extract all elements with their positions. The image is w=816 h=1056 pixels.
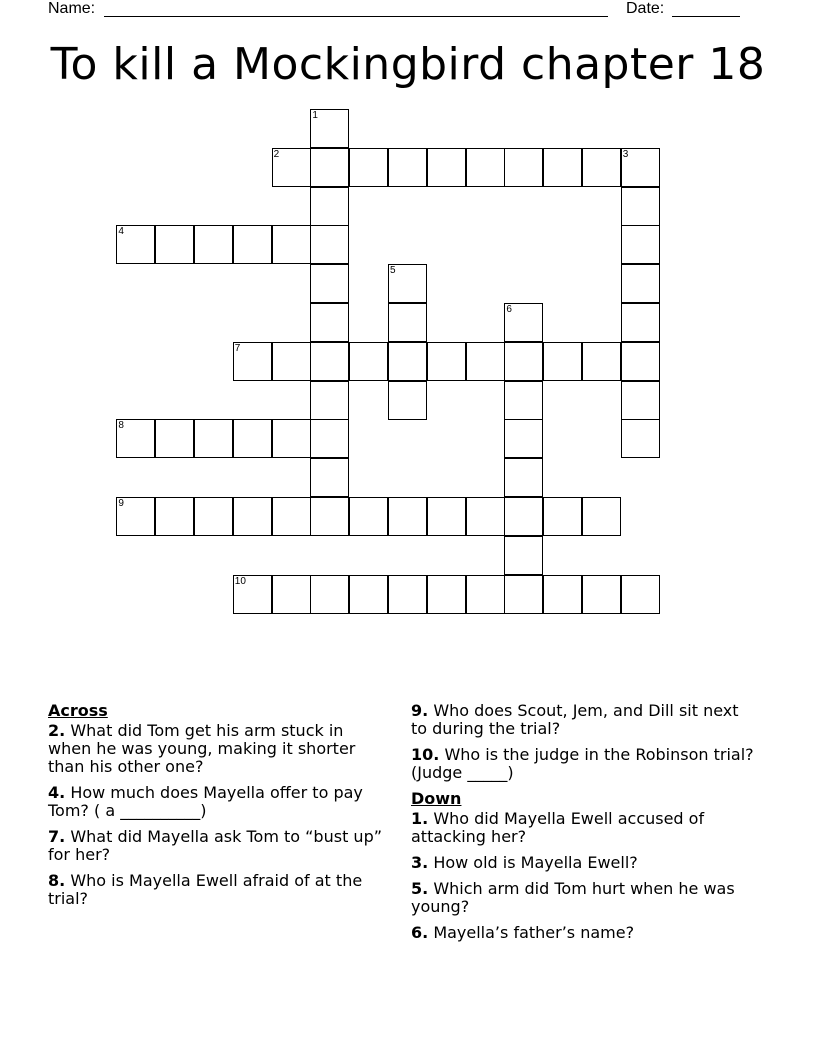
- clue-number-label: 7: [234, 342, 241, 354]
- clue-number-label: 10: [234, 575, 246, 587]
- grid-cell[interactable]: [310, 225, 349, 264]
- grid-cell[interactable]: [582, 148, 621, 187]
- grid-cell[interactable]: [233, 575, 272, 614]
- clue-text: Which arm did Tom hurt when he was young?: [411, 879, 735, 916]
- clue-number: 8.: [48, 871, 66, 890]
- grid-cell[interactable]: [233, 342, 272, 381]
- clue-number-label: 2: [273, 148, 280, 160]
- grid-cell[interactable]: [621, 225, 660, 264]
- grid-cell[interactable]: [388, 381, 427, 420]
- grid-cell[interactable]: [427, 497, 466, 536]
- grid-cell[interactable]: [621, 303, 660, 342]
- clue-text: Who did Mayella Ewell accused of attacking her?: [411, 809, 705, 846]
- clue-number-label: 5: [390, 265, 396, 277]
- clue-text: How much does Mayella offer to pay Tom? ( a __________): [48, 783, 363, 820]
- grid-cell[interactable]: [116, 497, 155, 536]
- grid-cell[interactable]: [388, 575, 427, 614]
- clue-number: 4.: [48, 783, 66, 802]
- grid-cell[interactable]: [155, 419, 194, 458]
- clues-right-column: [411, 702, 756, 950]
- grid-cell[interactable]: [427, 575, 466, 614]
- down-heading: Down: [411, 789, 462, 808]
- grid-cell[interactable]: [155, 497, 194, 536]
- grid-cell[interactable]: [388, 148, 427, 187]
- grid-cell[interactable]: [621, 381, 660, 420]
- clue-number-label: 9: [118, 498, 124, 509]
- grid-cell[interactable]: [349, 148, 388, 187]
- grid-cell[interactable]: [272, 225, 311, 264]
- date-label: Date:: [626, 0, 665, 17]
- grid-cell[interactable]: [272, 148, 311, 187]
- grid-cell[interactable]: [155, 225, 194, 264]
- grid-cell[interactable]: [349, 575, 388, 614]
- grid-cell[interactable]: [310, 458, 349, 497]
- clue-text: What did Tom get his arm stuck in when he was young, making it shorter than his other one?: [48, 721, 356, 776]
- clue-number: 2.: [48, 721, 66, 740]
- grid-cell[interactable]: [466, 575, 505, 614]
- clue-number: 10.: [411, 745, 440, 764]
- grid-cell[interactable]: [427, 342, 466, 381]
- grid-cell[interactable]: [310, 148, 349, 187]
- name-label: Name:: [48, 0, 96, 17]
- clue-number: 9.: [411, 701, 429, 720]
- grid-cell[interactable]: [116, 419, 155, 458]
- grid-cell[interactable]: [427, 148, 466, 187]
- clue-text: Who is the judge in the Robinson trial? (Judge _____): [411, 745, 754, 782]
- grid-cell[interactable]: [504, 303, 543, 342]
- grid-cell[interactable]: [388, 264, 427, 303]
- grid-cell[interactable]: [233, 419, 272, 458]
- grid-cell[interactable]: [233, 225, 272, 264]
- grid-cell[interactable]: [310, 575, 349, 614]
- grid-cell[interactable]: [194, 419, 233, 458]
- clue-text: Who does Scout, Jem, and Dill sit next to during the trial?: [411, 701, 739, 738]
- grid-cell[interactable]: [194, 225, 233, 264]
- grid-cell[interactable]: [310, 342, 349, 381]
- clue-across-7: [48, 828, 383, 864]
- grid-cell[interactable]: [272, 419, 311, 458]
- grid-cell[interactable]: [310, 419, 349, 458]
- clue-down-1: [411, 810, 756, 846]
- grid-cell[interactable]: [310, 303, 349, 342]
- clue-across-2: [48, 722, 383, 776]
- clue-number-label: 1: [312, 110, 318, 121]
- grid-cell[interactable]: [504, 342, 543, 381]
- clue-down-6: [411, 924, 756, 942]
- clue-across-8: [48, 872, 383, 908]
- grid-cell[interactable]: [621, 264, 660, 303]
- grid-cell[interactable]: [466, 148, 505, 187]
- clue-number-label: 6: [506, 304, 512, 315]
- grid-cell[interactable]: [543, 575, 582, 614]
- clue-number-label: 3: [622, 148, 629, 160]
- grid-cell[interactable]: [504, 458, 543, 497]
- clue-down-3: [411, 854, 756, 872]
- clue-across-9: [411, 702, 756, 738]
- clue-down-5: [411, 880, 756, 916]
- clue-number: 3.: [411, 853, 429, 872]
- clue-text: Who is Mayella Ewell afraid of at the trial?: [48, 871, 363, 908]
- grid-cell[interactable]: [388, 497, 427, 536]
- clue-number-label: 8: [118, 420, 124, 432]
- grid-cell[interactable]: [621, 148, 660, 187]
- grid-cell[interactable]: [310, 109, 349, 148]
- grid-cell[interactable]: [466, 342, 505, 381]
- grid-cell[interactable]: [621, 575, 660, 614]
- clue-across-10: [411, 746, 756, 782]
- grid-cell[interactable]: [621, 187, 660, 226]
- page-title: To kill a Mockingbird chapter 18: [50, 39, 766, 90]
- clue-text: What did Mayella ask Tom to “bust up” for her?: [48, 827, 383, 864]
- grid-cell[interactable]: [272, 342, 311, 381]
- grid-cell[interactable]: [233, 497, 272, 536]
- grid-cell[interactable]: [310, 187, 349, 226]
- clue-number: 7.: [48, 827, 66, 846]
- grid-cell[interactable]: [621, 419, 660, 458]
- clue-number: 1.: [411, 809, 429, 828]
- grid-cell[interactable]: [504, 497, 543, 536]
- grid-cell[interactable]: [504, 419, 543, 458]
- grid-cell[interactable]: [310, 264, 349, 303]
- clue-number-label: 4: [118, 226, 124, 238]
- grid-cell[interactable]: [349, 342, 388, 381]
- grid-cell[interactable]: [388, 303, 427, 342]
- grid-cell[interactable]: [582, 342, 621, 381]
- grid-cell[interactable]: [504, 536, 543, 575]
- clues-left-column: [48, 702, 383, 916]
- grid-cell[interactable]: [349, 497, 388, 536]
- grid-cell[interactable]: [582, 575, 621, 614]
- clue-across-4: [48, 784, 383, 820]
- grid-cell[interactable]: [272, 575, 311, 614]
- grid-cell[interactable]: [504, 148, 543, 187]
- grid-cell[interactable]: [504, 575, 543, 614]
- grid-cell[interactable]: [272, 497, 311, 536]
- grid-cell[interactable]: [388, 342, 427, 381]
- grid-cell[interactable]: [466, 497, 505, 536]
- grid-cell[interactable]: [582, 497, 621, 536]
- clue-text: How old is Mayella Ewell?: [433, 853, 638, 872]
- clue-number: 6.: [411, 923, 429, 942]
- grid-cell[interactable]: [116, 225, 155, 264]
- grid-cell[interactable]: [194, 497, 233, 536]
- grid-cell[interactable]: [543, 497, 582, 536]
- grid-cell[interactable]: [543, 148, 582, 187]
- grid-cell[interactable]: [310, 497, 349, 536]
- clue-number: 5.: [411, 879, 429, 898]
- grid-cell[interactable]: [504, 381, 543, 420]
- clue-text: Mayella’s father’s name?: [433, 923, 635, 942]
- grid-cell[interactable]: [310, 381, 349, 420]
- grid-cell[interactable]: [543, 342, 582, 381]
- across-heading: Across: [48, 701, 108, 720]
- grid-cell[interactable]: [621, 342, 660, 381]
